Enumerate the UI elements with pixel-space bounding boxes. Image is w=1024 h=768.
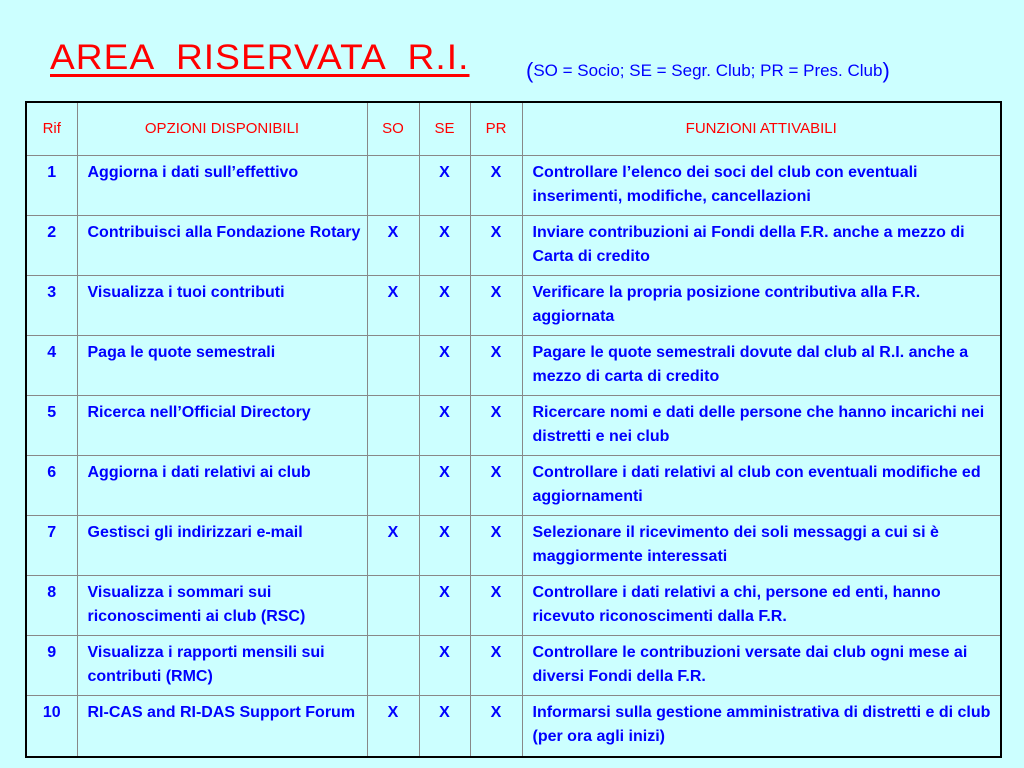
cell-funzione: Controllare i dati relativi al club con eventuali modifiche ed aggiornamenti	[522, 456, 1001, 516]
title-row	[50, 38, 1010, 86]
subtitle-open-paren: (	[526, 58, 534, 83]
header-se: SE	[419, 102, 470, 156]
cell-opzione: Visualizza i rapporti mensili sui contributi (RMC)	[77, 636, 367, 696]
cell-so: X	[367, 276, 419, 336]
table-row	[26, 396, 1001, 456]
cell-pr: X	[470, 336, 522, 396]
table-row	[26, 696, 1001, 758]
cell-pr: X	[470, 456, 522, 516]
table-row	[26, 456, 1001, 516]
cell-opzione: Visualizza i tuoi contributi	[77, 276, 367, 336]
cell-opzione: Aggiorna i dati relativi ai club	[77, 456, 367, 516]
cell-se: X	[419, 276, 470, 336]
legend-subtitle	[526, 56, 890, 82]
cell-so	[367, 636, 419, 696]
cell-funzione: Informarsi sulla gestione amministrativa di distretti e di club (per ora agli inizi)	[522, 696, 1001, 758]
cell-funzione: Inviare contribuzioni ai Fondi della F.R. anche a mezzo di Carta di credito	[522, 216, 1001, 276]
cell-pr: X	[470, 636, 522, 696]
cell-rif: 2	[26, 216, 77, 276]
cell-so	[367, 336, 419, 396]
cell-opzione: Ricerca nell’Official Directory	[77, 396, 367, 456]
table-row	[26, 336, 1001, 396]
cell-rif: 8	[26, 576, 77, 636]
cell-so	[367, 576, 419, 636]
cell-pr: X	[470, 216, 522, 276]
cell-se: X	[419, 156, 470, 216]
cell-so	[367, 156, 419, 216]
cell-so	[367, 396, 419, 456]
table-row	[26, 516, 1001, 576]
table-row	[26, 576, 1001, 636]
table-row	[26, 216, 1001, 276]
header-rif: Rif	[26, 102, 77, 156]
table-row	[26, 156, 1001, 216]
subtitle-text: SO = Socio; SE = Segr. Club; PR = Pres. Club	[533, 61, 883, 80]
cell-so: X	[367, 696, 419, 758]
header-so: SO	[367, 102, 419, 156]
cell-opzione: Paga le quote semestrali	[77, 336, 367, 396]
cell-pr: X	[470, 516, 522, 576]
cell-se: X	[419, 516, 470, 576]
table-row	[26, 276, 1001, 336]
cell-opzione: Aggiorna i dati sull’effettivo	[77, 156, 367, 216]
header-opzioni: OPZIONI DISPONIBILI	[77, 102, 367, 156]
cell-se: X	[419, 216, 470, 276]
options-table	[25, 101, 1002, 758]
cell-se: X	[419, 696, 470, 758]
page-title: AREA RISERVATA R.I.	[50, 38, 470, 77]
cell-opzione: RI-CAS and RI-DAS Support Forum	[77, 696, 367, 758]
cell-rif: 4	[26, 336, 77, 396]
cell-rif: 10	[26, 696, 77, 758]
cell-se: X	[419, 636, 470, 696]
table-row	[26, 636, 1001, 696]
cell-so: X	[367, 516, 419, 576]
cell-rif: 7	[26, 516, 77, 576]
cell-pr: X	[470, 576, 522, 636]
cell-se: X	[419, 456, 470, 516]
cell-funzione: Verificare la propria posizione contributiva alla F.R. aggiornata	[522, 276, 1001, 336]
cell-funzione: Controllare i dati relativi a chi, persone ed enti, hanno ricevuto riconoscimenti dalla F.R.	[522, 576, 1001, 636]
cell-se: X	[419, 336, 470, 396]
header-pr: PR	[470, 102, 522, 156]
subtitle-close-paren: )	[882, 58, 890, 83]
cell-funzione: Controllare le contribuzioni versate dai club ogni mese ai diversi Fondi della F.R.	[522, 636, 1001, 696]
cell-funzione: Ricercare nomi e dati delle persone che hanno incarichi nei distretti e nei club	[522, 396, 1001, 456]
cell-funzione: Selezionare il ricevimento dei soli messaggi a cui si è maggiormente interessati	[522, 516, 1001, 576]
cell-opzione: Gestisci gli indirizzari e-mail	[77, 516, 367, 576]
cell-funzione: Controllare l’elenco dei soci del club con eventuali inserimenti, modifiche, cancellazioni	[522, 156, 1001, 216]
cell-rif: 6	[26, 456, 77, 516]
cell-se: X	[419, 576, 470, 636]
cell-so: X	[367, 216, 419, 276]
table-header-row	[26, 102, 1001, 156]
cell-opzione: Visualizza i sommari sui riconoscimenti ai club (RSC)	[77, 576, 367, 636]
header-funzioni: FUNZIONI ATTIVABILI	[522, 102, 1001, 156]
cell-funzione: Pagare le quote semestrali dovute dal club al R.I. anche a mezzo di carta di credito	[522, 336, 1001, 396]
cell-se: X	[419, 396, 470, 456]
cell-rif: 3	[26, 276, 77, 336]
cell-rif: 9	[26, 636, 77, 696]
cell-pr: X	[470, 156, 522, 216]
cell-opzione: Contribuisci alla Fondazione Rotary	[77, 216, 367, 276]
cell-so	[367, 456, 419, 516]
cell-rif: 1	[26, 156, 77, 216]
cell-pr: X	[470, 276, 522, 336]
cell-pr: X	[470, 696, 522, 758]
cell-pr: X	[470, 396, 522, 456]
cell-rif: 5	[26, 396, 77, 456]
